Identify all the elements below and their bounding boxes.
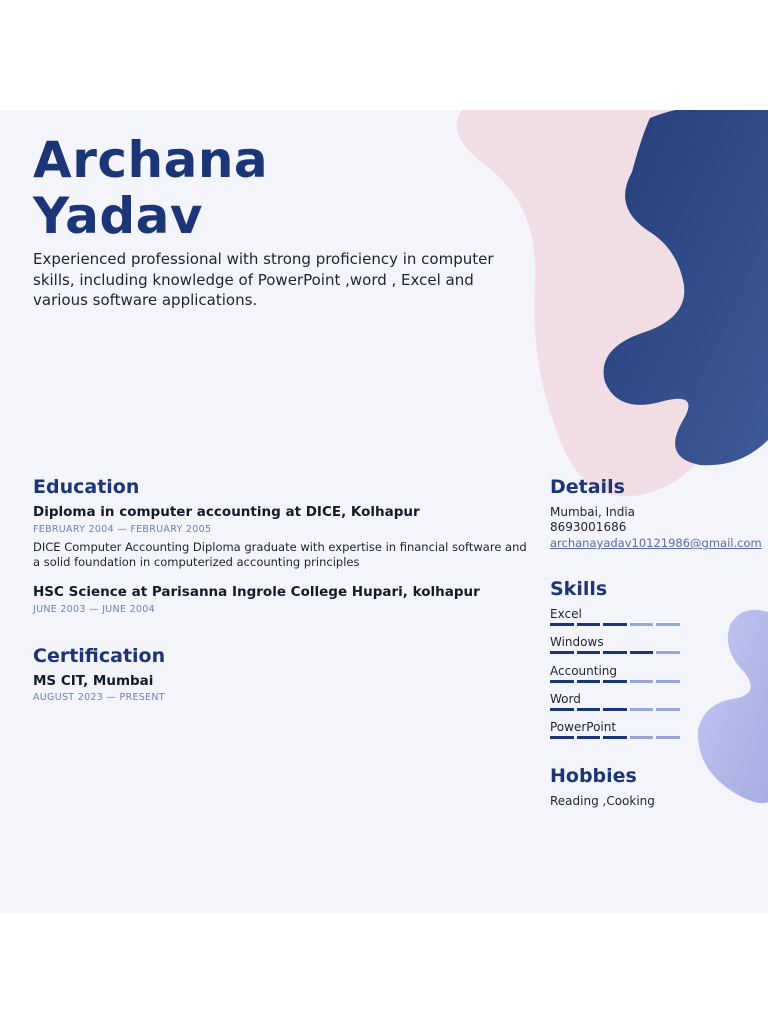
skill-level-segment [656, 680, 680, 683]
certification-item-date: AUGUST 2023 — PRESENT [33, 692, 165, 703]
skill-level-segment [630, 651, 654, 654]
skill-level-segment [577, 651, 601, 654]
skill-label: Word [550, 692, 581, 706]
skill-level-bar [550, 736, 680, 739]
skill-level-segment [656, 651, 680, 654]
email-link[interactable]: archanayadav10121986@gmail.com [550, 536, 762, 550]
skill-level-segment [603, 623, 627, 626]
location-text: Mumbai, India [550, 505, 636, 519]
skill-level-segment [603, 708, 627, 711]
education-item-date: FEBRUARY 2004 — FEBRUARY 2005 [33, 524, 212, 535]
hobbies-heading: Hobbies [550, 765, 637, 787]
skill-level-segment [550, 680, 574, 683]
education-item-title: Diploma in computer accounting at DICE, Kolhapur [33, 504, 420, 520]
skill-level-segment [656, 736, 680, 739]
skill-level-segment [630, 623, 654, 626]
skill-level-segment [577, 623, 601, 626]
resume-page [0, 110, 768, 913]
skill-level-segment [603, 736, 627, 739]
skill-level-bar [550, 623, 680, 626]
skill-level-segment [550, 651, 574, 654]
skill-level-segment [577, 680, 601, 683]
skill-level-segment [630, 708, 654, 711]
hobbies-text: Reading ,Cooking [550, 794, 655, 808]
skill-level-bar [550, 651, 680, 654]
skill-level-segment [577, 736, 601, 739]
skill-level-segment [603, 680, 627, 683]
profile-summary: Experienced professional with strong proficiency in computer skills, including knowledge of PowerPoint ,word , Excel and various software applications. [33, 250, 494, 309]
skill-level-segment [656, 708, 680, 711]
education-item-title: HSC Science at Parisanna Ingrole College Hupari, kolhapur [33, 584, 480, 600]
skill-level-segment [577, 708, 601, 711]
education-item-date: JUNE 2003 — JUNE 2004 [33, 604, 155, 615]
details-heading: Details [550, 476, 625, 498]
skill-label: Excel [550, 607, 582, 621]
skills-heading: Skills [550, 578, 608, 600]
skill-level-segment [550, 623, 574, 626]
certification-item-title: MS CIT, Mumbai [33, 673, 154, 689]
phone-text: 8693001686 [550, 520, 627, 534]
skill-label: Windows [550, 635, 604, 649]
name-first: Archana [33, 131, 269, 189]
education-heading: Education [33, 476, 140, 498]
skill-label: Accounting [550, 664, 618, 678]
education-item-description: DICE Computer Accounting Diploma graduate with expertise in financial software and a solid foundation in computerized accounting principles [33, 540, 527, 569]
skill-level-segment [630, 736, 654, 739]
skill-level-segment [656, 623, 680, 626]
skill-level-bar [550, 708, 680, 711]
skill-level-segment [630, 680, 654, 683]
skill-label: PowerPoint [550, 720, 617, 734]
skill-level-bar [550, 680, 680, 683]
skill-level-segment [603, 651, 627, 654]
lavender-blob [698, 610, 768, 803]
skill-level-segment [550, 736, 574, 739]
certification-heading: Certification [33, 645, 166, 667]
skill-level-segment [550, 708, 574, 711]
name-last: Yadav [33, 187, 203, 245]
